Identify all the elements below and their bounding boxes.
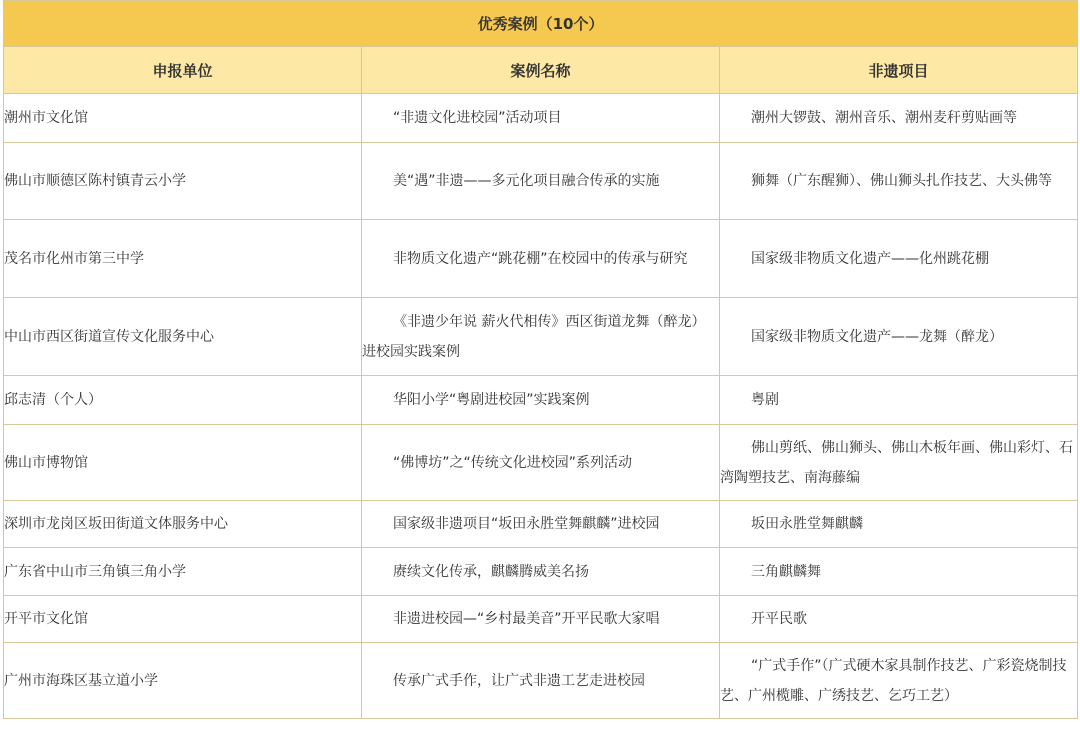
cell-item: 佛山剪纸、佛山狮头、佛山木板年画、佛山彩灯、石湾陶塑技艺、南海藤编	[720, 425, 1078, 501]
cell-item: 开平民歌	[720, 596, 1078, 643]
cell-item: 国家级非物质文化遗产——龙舞（醉龙）	[720, 298, 1078, 376]
cell-item: 三角麒麟舞	[720, 548, 1078, 596]
cell-unit: 广州市海珠区基立道小学	[4, 643, 362, 719]
cell-unit: 开平市文化馆	[4, 596, 362, 643]
cell-case: 赓续文化传承，麒麟腾威美名扬	[362, 548, 720, 596]
table-row	[4, 298, 1078, 376]
cell-unit: 中山市西区街道宣传文化服务中心	[4, 298, 362, 376]
cell-unit: 佛山市博物馆	[4, 425, 362, 501]
cell-unit: 广东省中山市三角镇三角小学	[4, 548, 362, 596]
cell-item: 潮州大锣鼓、潮州音乐、潮州麦秆剪贴画等	[720, 94, 1078, 143]
table-title-row	[4, 1, 1078, 47]
cell-case: 国家级非遗项目“坂田永胜堂舞麒麟”进校园	[362, 501, 720, 548]
cell-case: 《非遗少年说 薪火代相传》西区街道龙舞（醉龙）进校园实践案例	[362, 298, 720, 376]
table-title: 优秀案例（10个）	[4, 1, 1078, 47]
cell-case: “佛博坊”之“传统文化进校园”系列活动	[362, 425, 720, 501]
cell-case: 非物质文化遗产“跳花棚”在校园中的传承与研究	[362, 220, 720, 298]
cell-item: 粤剧	[720, 376, 1078, 425]
excellent-cases-table	[3, 0, 1078, 719]
cell-unit: 佛山市顺德区陈村镇青云小学	[4, 143, 362, 220]
cell-case: 华阳小学“粤剧进校园”实践案例	[362, 376, 720, 425]
cell-unit: 潮州市文化馆	[4, 94, 362, 143]
cell-case: 美“遇”非遗——多元化项目融合传承的实施	[362, 143, 720, 220]
cell-item: 国家级非物质文化遗产——化州跳花棚	[720, 220, 1078, 298]
table-row	[4, 596, 1078, 643]
table-row	[4, 376, 1078, 425]
header-case: 案例名称	[362, 47, 720, 94]
table-row	[4, 220, 1078, 298]
table-row	[4, 425, 1078, 501]
cell-case: “非遗文化进校园”活动项目	[362, 94, 720, 143]
cell-item: 狮舞（广东醒狮）、佛山狮头扎作技艺、大头佛等	[720, 143, 1078, 220]
table-row	[4, 643, 1078, 719]
table-row	[4, 548, 1078, 596]
table-header-row	[4, 47, 1078, 94]
cell-item: 坂田永胜堂舞麒麟	[720, 501, 1078, 548]
cell-case: 非遗进校园—“乡村最美音”开平民歌大家唱	[362, 596, 720, 643]
table-row	[4, 143, 1078, 220]
header-unit: 申报单位	[4, 47, 362, 94]
cell-case: 传承广式手作，让广式非遗工艺走进校园	[362, 643, 720, 719]
cell-unit: 邱志清（个人）	[4, 376, 362, 425]
cell-unit: 茂名市化州市第三中学	[4, 220, 362, 298]
header-item: 非遗项目	[720, 47, 1078, 94]
cell-item: “广式手作”（广式硬木家具制作技艺、广彩瓷烧制技艺、广州榄雕、广绣技艺、乞巧工艺）	[720, 643, 1078, 719]
cell-unit: 深圳市龙岗区坂田街道文体服务中心	[4, 501, 362, 548]
table-row	[4, 94, 1078, 143]
table-row	[4, 501, 1078, 548]
